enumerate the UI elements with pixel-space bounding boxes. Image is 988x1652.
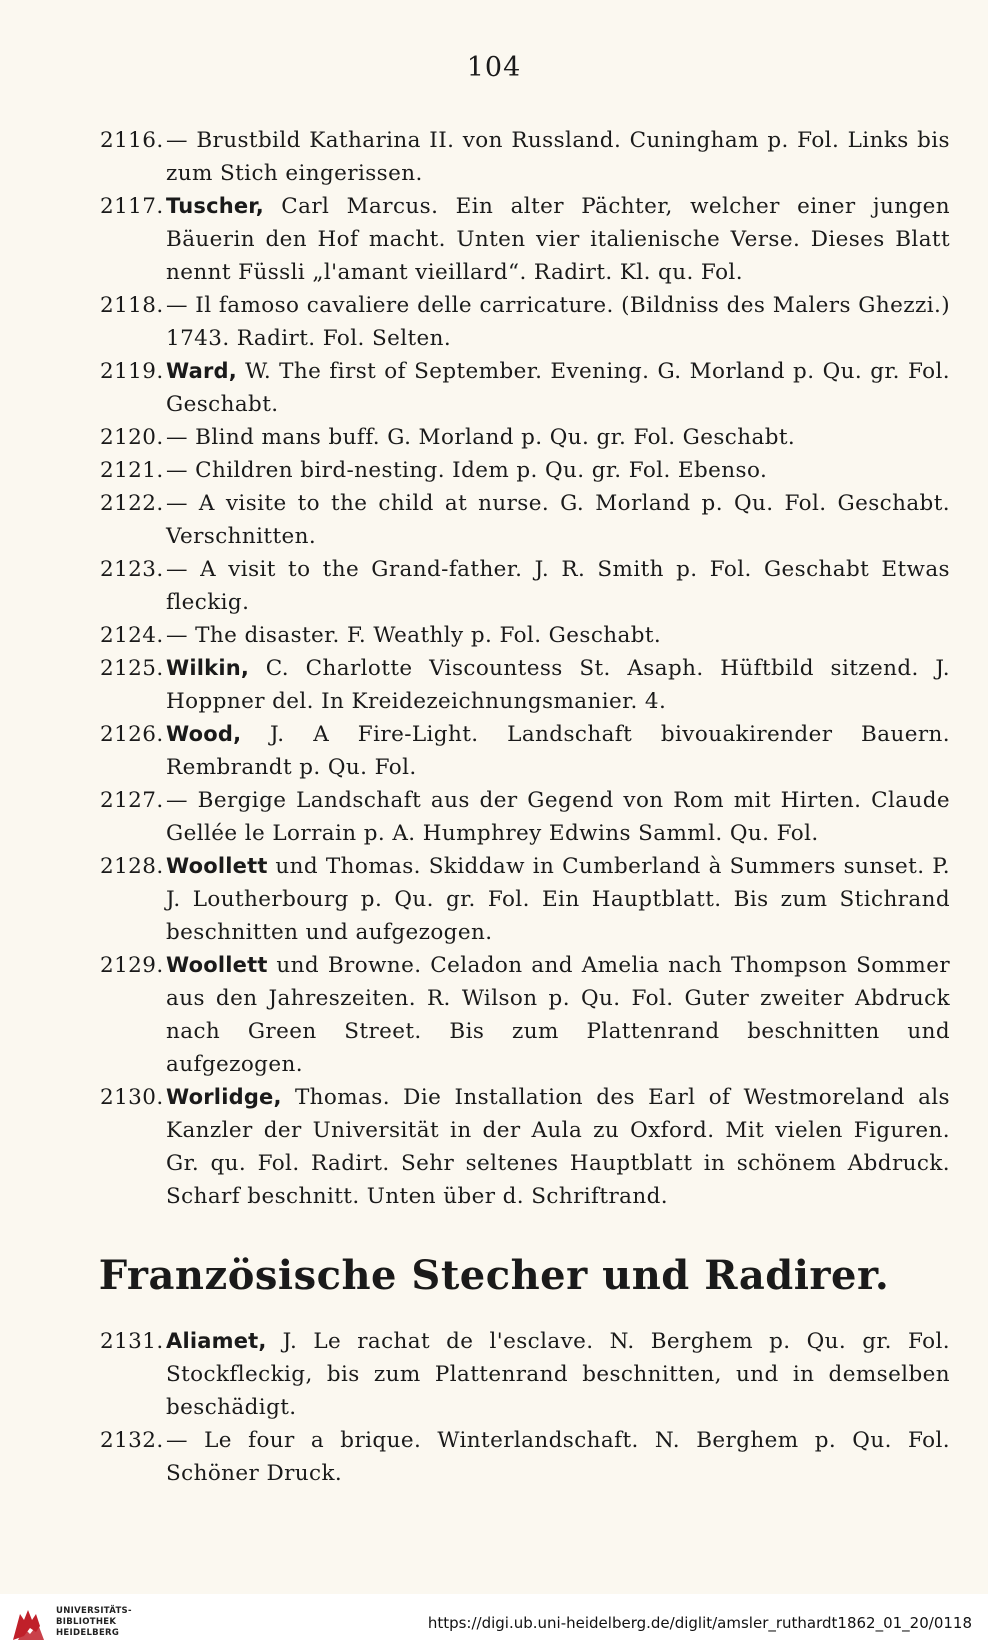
library-name-line-3: HEIDELBERG <box>56 1628 120 1638</box>
entry-number: 2132. <box>100 1428 164 1453</box>
entry-description: — Brustbild Katharina II. von Russland. Cuningham p. Fol. Links bis zum Stich eingerissen. <box>166 128 950 186</box>
entry-description: J. Le rachat de l'esclave. N. Berghem p. Qu. gr. Fol. Stockfleckig, bis zum Plattenrand beschnitten, und in demselben beschädigt. <box>166 1329 950 1420</box>
entry-description: — Blind mans buff. G. Morland p. Qu. gr. Fol. Geschabt. <box>166 425 796 450</box>
catalog-entry <box>100 487 950 553</box>
catalog-entry <box>100 355 950 421</box>
entry-artist: Wilkin, <box>166 656 250 680</box>
entry-description: und Thomas. Skiddaw in Cumberland à Summers sunset. P. J. Loutherbourg p. Qu. gr. Fol. Ein Hauptblatt. Bis zum Stichrand beschnitten und aufgezogen. <box>166 854 950 945</box>
entry-artist: Wood, <box>166 722 242 746</box>
catalog-entry <box>100 718 950 784</box>
catalog-entry <box>100 553 950 619</box>
catalog-entries <box>100 124 950 1213</box>
entry-number: 2126. <box>100 722 164 747</box>
entry-number: 2120. <box>100 425 164 450</box>
entry-number: 2123. <box>100 557 164 582</box>
catalog-entry <box>100 1424 950 1490</box>
page-number: 104 <box>466 52 522 83</box>
catalog-entry <box>100 949 950 1081</box>
entry-artist: Tuscher, <box>166 194 264 218</box>
entry-number: 2118. <box>100 293 164 318</box>
catalog-entry <box>100 421 950 454</box>
library-name-line-1: UNIVERSITÄTS- <box>56 1606 132 1616</box>
entry-description: — The disaster. F. Weathly p. Fol. Geschabt. <box>166 623 662 648</box>
catalog-entry <box>100 619 950 652</box>
library-name <box>56 1606 132 1639</box>
entry-number: 2130. <box>100 1085 164 1110</box>
entry-description: — Le four a brique. Winterlandschaft. N. Berghem p. Qu. Fol. Schöner Druck. <box>166 1428 950 1486</box>
entry-number: 2121. <box>100 458 164 483</box>
entry-number: 2117. <box>100 194 164 219</box>
catalog-entry <box>100 850 950 949</box>
catalog-entry <box>100 289 950 355</box>
catalog-entry <box>100 124 950 190</box>
catalog-entry <box>100 190 950 289</box>
entry-artist: Worlidge, <box>166 1085 282 1109</box>
footer <box>0 1594 988 1652</box>
catalog-entry <box>100 652 950 718</box>
entry-number: 2129. <box>100 953 164 978</box>
catalog-entry <box>100 784 950 850</box>
heidelberg-logo-icon[interactable] <box>10 1606 52 1644</box>
section-title: Französische Stecher und Radirer. <box>98 1252 890 1299</box>
entry-number: 2119. <box>100 359 164 384</box>
entry-number: 2131. <box>100 1329 164 1354</box>
entry-description: J. A Fire-Light. Landschaft bivouakirender Bauern. Rembrandt p. Qu. Fol. <box>166 722 950 780</box>
entry-description: Carl Marcus. Ein alter Pächter, welcher einer jungen Bäuerin den Hof macht. Unten vier italienische Verse. Dieses Blatt nennt Füssli „l'amant vieillard“. Radirt. Kl. qu. Fol. <box>166 194 950 285</box>
entry-number: 2125. <box>100 656 164 681</box>
entry-number: 2128. <box>100 854 164 879</box>
entry-description: W. The first of September. Evening. G. Morland p. Qu. gr. Fol. Geschabt. <box>166 359 951 417</box>
entry-number: 2116. <box>100 128 164 153</box>
entry-number: 2127. <box>100 788 164 813</box>
entry-description: — A visit to the Grand-father. J. R. Smith p. Fol. Geschabt Etwas fleckig. <box>166 557 950 615</box>
entry-description: — Bergige Landschaft aus der Gegend von Rom mit Hirten. Claude Gellée le Lorrain p. A. Humphrey Edwins Samml. Qu. Fol. <box>166 788 950 846</box>
catalog-entries-french <box>100 1325 950 1490</box>
catalog-entry <box>100 1325 950 1424</box>
entry-description: — Children bird-nesting. Idem p. Qu. gr. Fol. Ebenso. <box>166 458 768 483</box>
entry-description: und Browne. Celadon and Amelia nach Thompson Sommer aus den Jahreszeiten. R. Wilson p. Qu. Fol. Guter zweiter Abdruck nach Green Street. Bis zum Plattenrand beschnitten und aufgezogen. <box>166 953 950 1077</box>
source-url-link[interactable]: https://digi.ub.uni-heidelberg.de/diglit/amsler_ruthardt1862_01_20/0118 <box>427 1614 972 1632</box>
entry-number: 2124. <box>100 623 164 648</box>
catalog-entry <box>100 454 950 487</box>
entry-description: C. Charlotte Viscountess St. Asaph. Hüftbild sitzend. J. Hoppner del. In Kreidezeichnungsmanier. 4. <box>166 656 951 714</box>
entry-number: 2122. <box>100 491 164 516</box>
library-name-line-2: BIBLIOTHEK <box>56 1617 117 1627</box>
entry-artist: Ward, <box>166 359 237 383</box>
entry-artist: Woollett <box>166 953 268 977</box>
entry-description: Thomas. Die Installation des Earl of Westmoreland als Kanzler der Universität in der Aula zu Oxford. Mit vielen Figuren. Gr. qu. Fol. Radirt. Sehr seltenes Hauptblatt in schönem Abdruck. Scharf beschnitt. Unten über d. Schriftrand. <box>166 1085 950 1209</box>
entry-artist: Aliamet, <box>166 1329 267 1353</box>
entry-description: — A visite to the child at nurse. G. Morland p. Qu. Fol. Geschabt. Verschnitten. <box>166 491 950 549</box>
entry-description: — Il famoso cavaliere delle carricature. (Bildniss des Malers Ghezzi.) 1743. Radirt. Fol. Selten. <box>166 293 950 351</box>
entry-artist: Woollett <box>166 854 268 878</box>
catalog-entry <box>100 1081 950 1213</box>
